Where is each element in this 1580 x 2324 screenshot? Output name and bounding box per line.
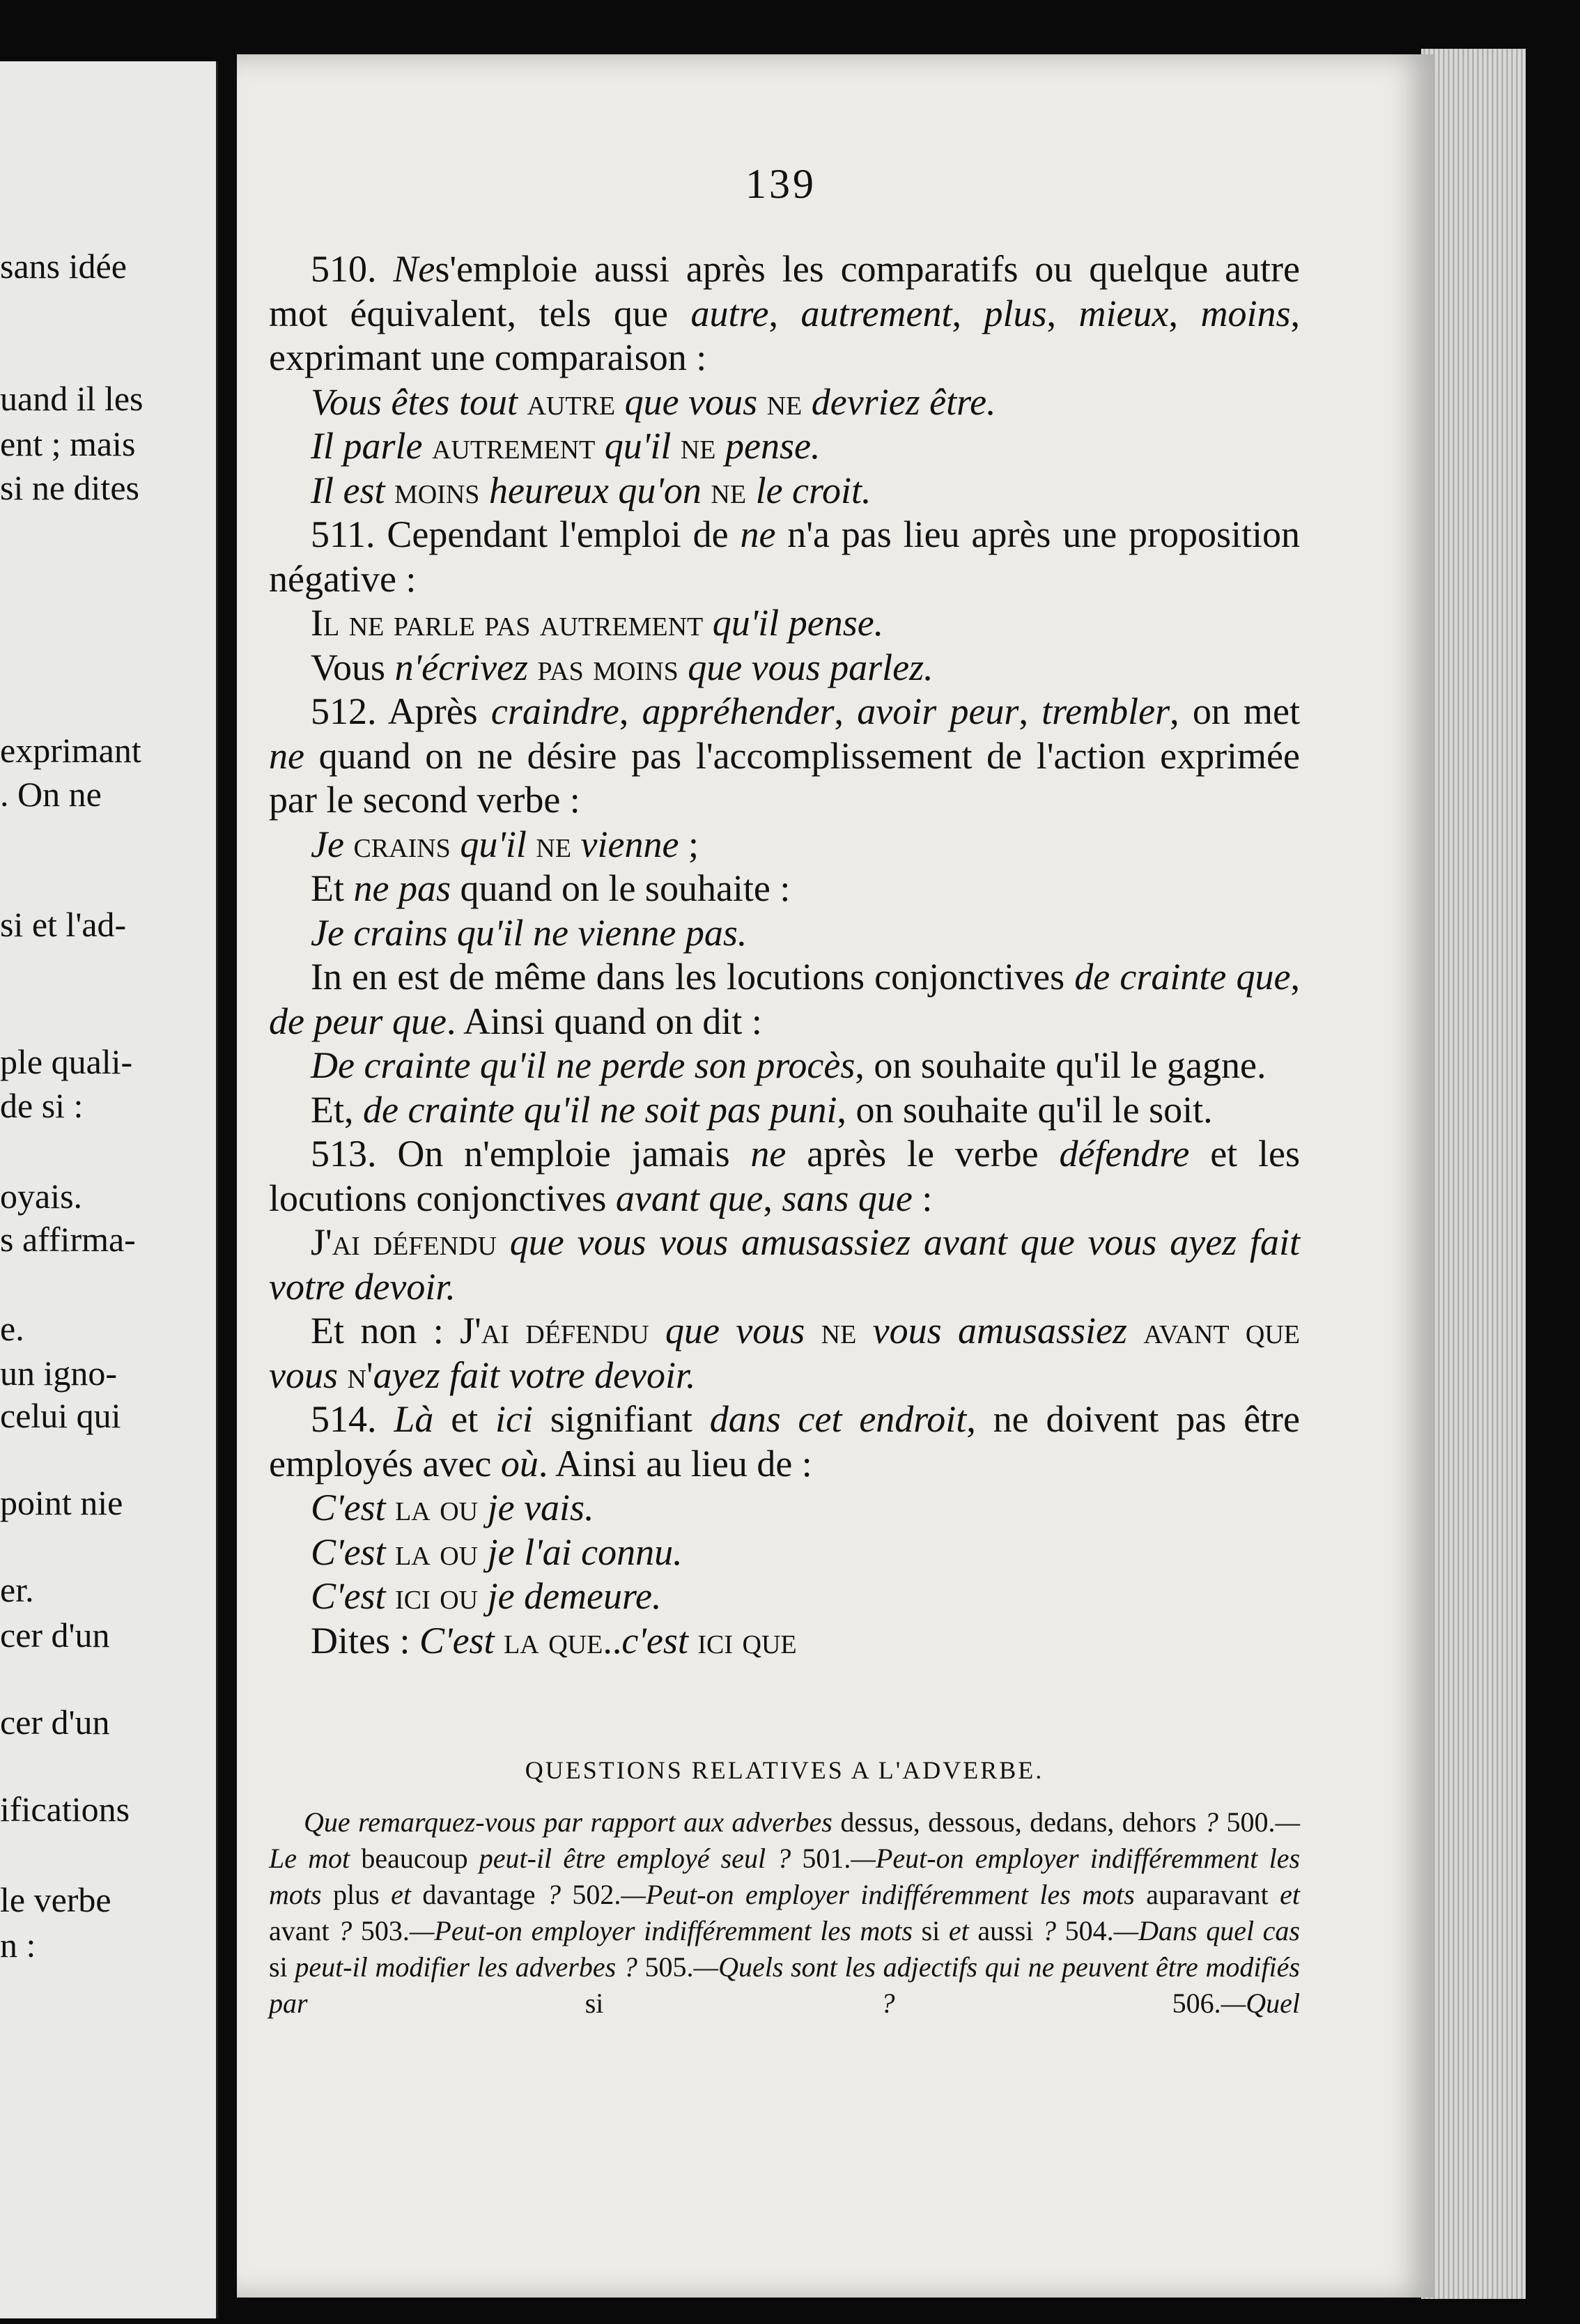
text-run: qu'il [595, 425, 681, 467]
text-run: et [940, 1915, 978, 1946]
text-run: C'est [311, 1575, 396, 1617]
text-run: Là [394, 1398, 434, 1440]
text-run: peut-il modifier les adverbes ? [287, 1951, 645, 1983]
text-run: Que remarquez-vous par rapport aux adverbes [304, 1806, 841, 1838]
example-line [269, 424, 1300, 469]
example-line [269, 380, 1300, 425]
text-run: dans cet endroit [709, 1398, 967, 1440]
text-run: je l'ai connu. [478, 1531, 683, 1573]
text-run: ici que [697, 1619, 797, 1661]
text-run: le croit. [746, 469, 872, 511]
left-page-fragment: cer d'un [0, 1616, 110, 1655]
text-run: de crainte qu'il ne soit pas puni [363, 1088, 837, 1131]
text-run: ne [750, 1133, 787, 1175]
left-page-fragment: exprimant [0, 731, 141, 770]
text-run: moins [394, 469, 480, 511]
text-run: auparavant [1146, 1879, 1269, 1910]
text-run: autre [527, 380, 616, 423]
text-run: Et, [311, 1088, 363, 1131]
text-run: —Le mot [269, 1806, 1301, 1874]
example-line [269, 469, 1300, 513]
paragraph [269, 690, 1300, 823]
text-run: ? [1033, 1915, 1065, 1946]
example-line [269, 911, 1300, 956]
text-run: , [1046, 292, 1079, 334]
text-run: aussi [977, 1915, 1034, 1946]
text-run: , [1019, 690, 1042, 732]
text-run: Il est [311, 469, 394, 511]
text-run: —Peut-on employer indifféremment les mots [269, 1843, 1301, 1910]
text-run: . Ainsi quand on dit : [446, 1000, 762, 1042]
left-page-fragment: un igno- [0, 1354, 118, 1393]
paragraph [269, 247, 1300, 380]
text-run: , ne doivent pas être employés avec [269, 1398, 1301, 1485]
text-run: , [952, 292, 984, 334]
example-line [269, 1574, 1300, 1619]
text-run: quand on le souhaite : [450, 867, 791, 909]
text-run: et [379, 1879, 423, 1910]
example-line [269, 1531, 1300, 1575]
text-run: —Quel [1221, 1988, 1300, 2019]
text-run: , [1168, 292, 1201, 334]
text-run: 500. [1226, 1806, 1276, 1838]
text-run: vous [269, 1354, 348, 1396]
left-page-fragment: oyais. [0, 1177, 83, 1216]
text-run: ne [680, 425, 716, 467]
text-run: trembler [1041, 690, 1170, 732]
text-run: , [834, 690, 858, 732]
example-line [269, 1486, 1300, 1531]
text-run: 506. [1172, 1988, 1221, 2019]
left-page-fragment: si et l'ad- [0, 905, 127, 944]
text-run: Vous [311, 646, 395, 688]
text-run: n'a pas lieu après une proposition négative : [269, 513, 1300, 600]
example-line [269, 823, 1300, 867]
page-edges [1421, 49, 1526, 2299]
text-run: ne pas [353, 867, 451, 909]
text-run: qu'il pense. [703, 602, 884, 644]
text-run: pas moins [528, 646, 679, 688]
text-run: si [269, 1951, 288, 1983]
text-run: s'emploie aussi après les comparatifs ou quelque autre mot équivalent, tels que [269, 248, 1301, 334]
text-run: vienne [571, 823, 679, 865]
paragraph [269, 1044, 1300, 1088]
text-run: où [500, 1442, 539, 1485]
text-run: devriez être. [802, 380, 996, 423]
text-run: : [912, 1177, 933, 1219]
text-run: plus [333, 1879, 380, 1910]
left-page-fragment: point nie [0, 1483, 123, 1522]
left-page-fragment: n : [0, 1926, 36, 1965]
text-run: de peur que [269, 1000, 447, 1042]
text-run: ne [269, 734, 304, 777]
text-run: Il ne parle pas autrement [311, 602, 704, 644]
text-run: Il parle [311, 425, 432, 467]
questions-body [269, 1804, 1300, 2022]
text-run: 514. [311, 1398, 394, 1440]
text-run: après le verbe [786, 1133, 1060, 1175]
text-run: sans que [782, 1177, 913, 1219]
text-run: , on souhaite qu'il le gagne. [855, 1044, 1267, 1086]
paragraph [269, 1221, 1300, 1309]
left-page [0, 61, 218, 2318]
text-run: si [584, 1988, 604, 2019]
text-run: moins [1200, 292, 1291, 334]
left-page-fragment: . On ne [0, 775, 102, 814]
text-run: In en est de même dans les locutions conjonctives [311, 956, 1075, 998]
text-run: je demeure. [478, 1575, 662, 1617]
text-run: , on souhaite qu'il le soit. [837, 1088, 1213, 1131]
text-run: Je crains qu'il ne vienne pas. [311, 911, 748, 954]
text-run: ne [536, 823, 572, 865]
left-page-fragment: s affirma- [0, 1220, 136, 1259]
text-run: , on met [1170, 690, 1301, 732]
text-run: la que [504, 1619, 603, 1661]
questions-heading: QUESTIONS RELATIVES A L'ADVERBE. [525, 1756, 1044, 1784]
paragraph [269, 1309, 1300, 1397]
left-page-fragment: celui qui [0, 1396, 121, 1435]
text-run: C'est [419, 1619, 504, 1661]
text-run: quand on ne désire pas l'accomplissement de l'action exprimée par le second verbe : [269, 734, 1300, 821]
text-run: autrement [800, 292, 952, 334]
text-run: ? [535, 1879, 573, 1910]
left-page-fragment: ent ; mais [0, 424, 136, 463]
text-run: avoir peur [857, 690, 1019, 732]
text-run: . Ainsi au lieu de : [538, 1442, 812, 1485]
text-run: davantage [422, 1879, 536, 1910]
text-run: Ne [393, 248, 435, 290]
text-run: ? [1196, 1806, 1227, 1838]
text-run: , [763, 1177, 782, 1219]
text-run: et les locutions conjonctives [269, 1133, 1300, 1219]
text-run: beaucoup [361, 1843, 468, 1874]
text-run: avant que [1143, 1310, 1301, 1351]
text-run: C'est [311, 1487, 396, 1528]
text-run: ; [679, 823, 699, 865]
text-run: C'est [311, 1531, 396, 1573]
text-run: défendre [1059, 1133, 1190, 1175]
text-run: n'écrivez [394, 646, 529, 688]
text-run: Vous êtes tout [311, 380, 527, 423]
left-page-fragment: er. [0, 1570, 34, 1609]
text-run: ? [603, 1988, 1172, 2019]
text-run: et [433, 1398, 496, 1440]
text-run: de crainte que [1074, 956, 1291, 998]
text-run: ne [766, 380, 803, 423]
text-run: ne [821, 1310, 857, 1351]
text-run: que vous vous amusassiez avant que vous ayez fait votre devoir. [269, 1221, 1300, 1308]
text-run: que vous [615, 380, 767, 423]
example-line [269, 601, 1300, 646]
text-run: Je [311, 823, 354, 865]
text-run: crains [353, 823, 451, 865]
text-run: —Peut-on employer indifféremment les mots [621, 1879, 1147, 1910]
text-run: mieux [1078, 292, 1169, 334]
text-run: heureux qu'on [479, 469, 711, 511]
text-run: 510. [311, 248, 394, 290]
text-run: , [619, 690, 642, 732]
text-run: la ou [395, 1487, 479, 1528]
paragraph [269, 513, 1300, 601]
text-run: pense. [715, 425, 821, 467]
text-run: Et non : [311, 1310, 460, 1351]
left-page-fragment: ifications [0, 1790, 130, 1829]
text-run: Et [311, 867, 354, 909]
left-page-fragment: cer d'un [0, 1703, 110, 1742]
left-page-fragment: si ne dites [0, 468, 139, 507]
left-page-fragment: sans idée [0, 247, 127, 286]
left-page-fragment: de si : [0, 1086, 84, 1125]
text-run: —Peut-on employer indifféremment les mots [409, 1915, 922, 1946]
text-run: signifiant [533, 1398, 710, 1440]
text-run: vous amusassiez [856, 1310, 1144, 1351]
text-run: , [768, 292, 801, 334]
text-run: plus [984, 292, 1047, 334]
text-run: 513. On n'emploie jamais [311, 1133, 751, 1175]
text-run: ne [711, 469, 747, 511]
text-run: ici ou [395, 1575, 479, 1617]
text-run: 504. [1064, 1915, 1114, 1946]
text-run: J'ai défendu [460, 1310, 649, 1351]
example-line [269, 1619, 1300, 1664]
left-page-fragment: uand il les [0, 379, 144, 418]
text-run: autre [690, 292, 769, 334]
text-run: ayez fait votre devoir. [373, 1354, 696, 1396]
text-run: appréhender [642, 690, 835, 732]
page-body [269, 247, 1300, 1663]
text-run: , [1290, 956, 1300, 998]
paragraph [269, 1132, 1300, 1221]
text-run: n' [347, 1354, 373, 1396]
example-line [269, 867, 1300, 911]
paragraph [269, 1088, 1300, 1133]
text-run: J'ai défendu [311, 1221, 497, 1263]
text-run: la ou [395, 1531, 479, 1573]
paragraph [269, 955, 1300, 1044]
text-run: si [921, 1915, 940, 1946]
text-run: 503. [360, 1915, 410, 1946]
text-run: —Dans quel cas [1113, 1915, 1300, 1946]
text-run: qu'il [450, 823, 536, 865]
text-run: dessus, dessous, dedans, dehors [840, 1806, 1197, 1838]
left-page-fragment: e. [0, 1309, 24, 1348]
page-number: 139 [745, 161, 816, 207]
text-run: ? [329, 1915, 361, 1946]
text-run: 501. [802, 1843, 851, 1874]
text-run: Dites : [311, 1619, 419, 1661]
text-run: je vais. [478, 1487, 594, 1528]
text-run: c'est [621, 1619, 698, 1661]
text-run: 512. Après [311, 690, 491, 732]
text-run: avant [269, 1915, 330, 1946]
text-run: et [1268, 1879, 1301, 1910]
text-run: avant que [615, 1177, 764, 1219]
text-run: 505. [644, 1951, 694, 1983]
questions-paragraph [269, 1804, 1300, 2022]
text-run: .. [603, 1619, 622, 1661]
text-run: ici [495, 1398, 534, 1440]
text-run: De crainte qu'il ne perde son procès [311, 1044, 855, 1086]
text-run: ne [740, 513, 776, 555]
example-line [269, 646, 1300, 690]
text-run: 511. Cependant l'emploi de [311, 513, 741, 555]
text-run: craindre [490, 690, 619, 732]
text-run: , exprimant une comparaison : [269, 292, 1301, 378]
left-page-fragment: le verbe [0, 1880, 111, 1919]
text-run: peut-il être employé seul ? [467, 1843, 803, 1874]
text-run: autrement [431, 425, 596, 467]
text-run: que vous parlez. [678, 646, 934, 688]
left-page-fragment: ple quali- [0, 1042, 133, 1081]
text-run: —Quels sont les adjectifs qui ne peuvent être modifiés par [269, 1951, 1300, 2019]
text-run: que vous [649, 1310, 821, 1351]
text-run: 502. [572, 1879, 621, 1910]
paragraph [269, 1397, 1300, 1486]
